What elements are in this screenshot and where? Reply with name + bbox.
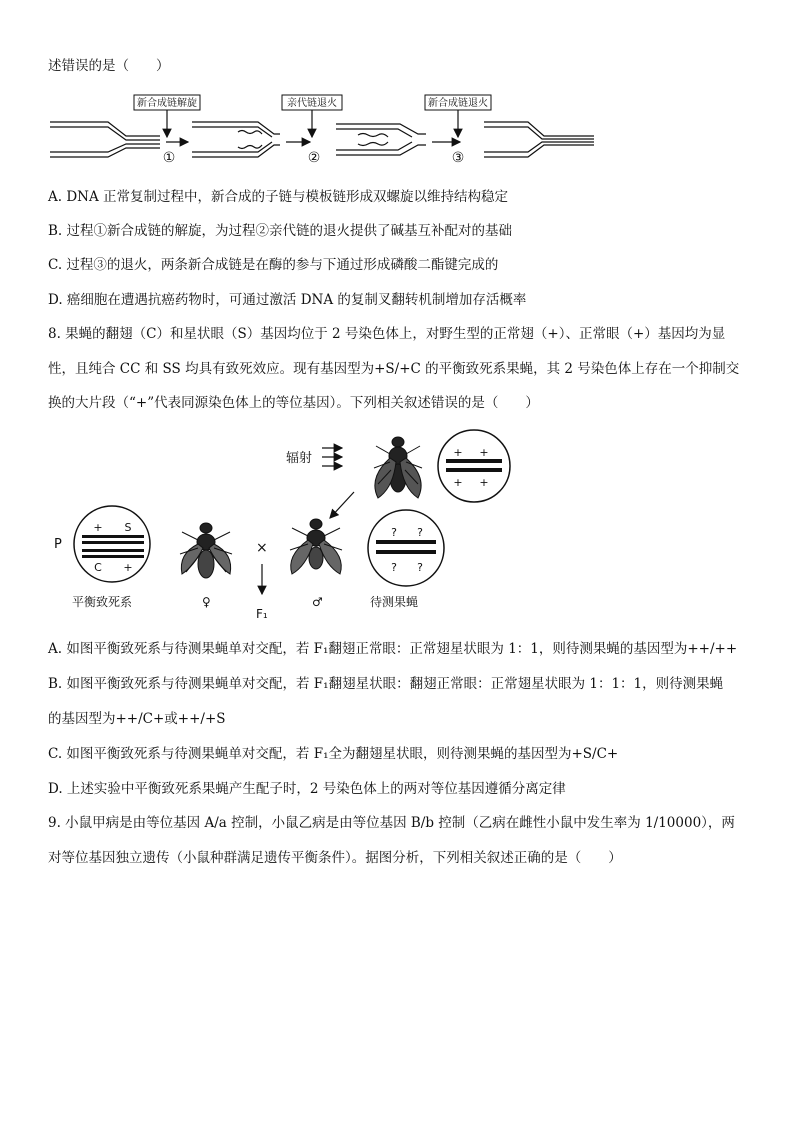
female-symbol: ♀ bbox=[202, 595, 211, 609]
mutation-arrow bbox=[330, 492, 354, 518]
chromosome-circle-balanced bbox=[74, 506, 150, 582]
svg-text:新合成链退火: 新合成链退火 bbox=[428, 98, 488, 109]
test-fly-label: 待测果蝇 bbox=[370, 595, 419, 609]
fork-stage-3 bbox=[336, 124, 426, 155]
q8-stem-line-1: 8. 果蝇的翻翅（C）和星状眼（S）基因均位于 2 号染色体上，对野生型的正常翅（+）、正常眼（+）基因均为显 bbox=[48, 326, 726, 342]
label-box-3 bbox=[425, 95, 491, 137]
balanced-lethal-label: 平衡致死系 bbox=[72, 595, 133, 609]
fly-top bbox=[374, 437, 422, 498]
fly-female bbox=[180, 523, 232, 578]
svg-text:C: C bbox=[94, 561, 102, 574]
svg-text:S: S bbox=[124, 521, 132, 534]
f1-label: F₁ bbox=[256, 607, 268, 621]
svg-text:+: + bbox=[479, 476, 489, 489]
chromosome-circle-top bbox=[438, 430, 510, 502]
q7-option-a: A. DNA 正常复制过程中，新合成的子链与模板链形成双螺旋以维持结构稳定 bbox=[48, 189, 509, 205]
p-label: P bbox=[54, 537, 62, 552]
cross-symbol: × bbox=[256, 540, 268, 556]
radiation-label: 辐射 bbox=[286, 451, 313, 466]
svg-text:新合成链解旋: 新合成链解旋 bbox=[137, 98, 197, 109]
svg-text:+: + bbox=[123, 561, 133, 574]
svg-text:+: + bbox=[93, 521, 103, 534]
q8-option-b-line-2: 的基因型为++/C+或++/+S bbox=[48, 711, 226, 727]
q8-option-d: D. 上述实验中平衡致死系果蝇产生配子时，2 号染色体上的两对等位基因遵循分离定律 bbox=[48, 781, 566, 797]
chromosome-circle-test bbox=[368, 510, 444, 586]
label-box-1 bbox=[134, 95, 200, 137]
label-box-2 bbox=[282, 95, 342, 137]
svg-text:亲代链退火: 亲代链退火 bbox=[287, 98, 337, 109]
q9-stem-line-1: 9. 小鼠甲病是由等位基因 A/a 控制，小鼠乙病是由等位基因 B/b 控制（乙病在雌性小鼠中发生率为 1/10000），两 bbox=[48, 815, 735, 831]
q7-option-c: C. 过程③的退火，两条新合成链是在酶的参与下通过形成磷酸二酯键完成的 bbox=[48, 257, 499, 273]
svg-text:+: + bbox=[453, 476, 463, 489]
fork-stage-4 bbox=[484, 122, 594, 157]
step-1-label: ① bbox=[162, 150, 176, 165]
step-3-label: ③ bbox=[451, 150, 465, 165]
q7-option-b: B. 过程①新合成链的解旋，为过程②亲代链的退火提供了碱基互补配对的基础 bbox=[48, 223, 513, 239]
replication-fork-figure bbox=[48, 90, 608, 165]
q7-option-d: D. 癌细胞在遭遇抗癌药物时，可通过激活 DNA 的复制叉翻转机制增加存活概率 bbox=[48, 292, 527, 308]
q8-option-b-line-1: B. 如图平衡致死系与待测果蝇单对交配，若 F₁翻翅星状眼：翻翅正常眼：正常翅星状眼为 1：1：1，则待测果蝇 bbox=[48, 676, 724, 692]
svg-text:?: ? bbox=[417, 561, 423, 574]
q8-option-c: C. 如图平衡致死系与待测果蝇单对交配，若 F₁全为翻翅星状眼，则待测果蝇的基因型为+S/C+ bbox=[48, 746, 619, 762]
svg-text:+: + bbox=[479, 446, 489, 459]
male-symbol: ♂ bbox=[312, 595, 323, 609]
radiation-arrows bbox=[322, 448, 342, 466]
svg-text:+: + bbox=[453, 446, 463, 459]
q8-stem-line-2: 性，且纯合 CC 和 SS 均具有致死效应。现有基因型为+S/+C 的平衡致死系果蝇，其 2 号染色体上存在一个抑制交 bbox=[48, 361, 740, 377]
q7-stem-tail: 述错误的是（ ） bbox=[48, 58, 170, 74]
q9-stem-line-2: 对等位基因独立遗传（小鼠种群满足遗传平衡条件）。据图分析，下列相关叙述正确的是（ ） bbox=[48, 850, 622, 866]
step-2-label: ② bbox=[307, 150, 321, 165]
svg-text:?: ? bbox=[391, 561, 397, 574]
fork-stage-1 bbox=[50, 122, 160, 157]
balanced-lethal-figure bbox=[48, 428, 548, 628]
svg-text:?: ? bbox=[417, 526, 423, 539]
q8-option-a: A. 如图平衡致死系与待测果蝇单对交配，若 F₁翻翅正常眼：正常翅星状眼为 1：1，则待测果蝇的基因型为++/++ bbox=[48, 641, 738, 657]
svg-text:?: ? bbox=[391, 526, 397, 539]
q8-stem-line-3: 换的大片段（“+”代表同源染色体上的等位基因）。下列相关叙述错误的是（ ） bbox=[48, 395, 539, 411]
fork-stage-2 bbox=[192, 122, 280, 157]
fly-male bbox=[290, 519, 342, 574]
